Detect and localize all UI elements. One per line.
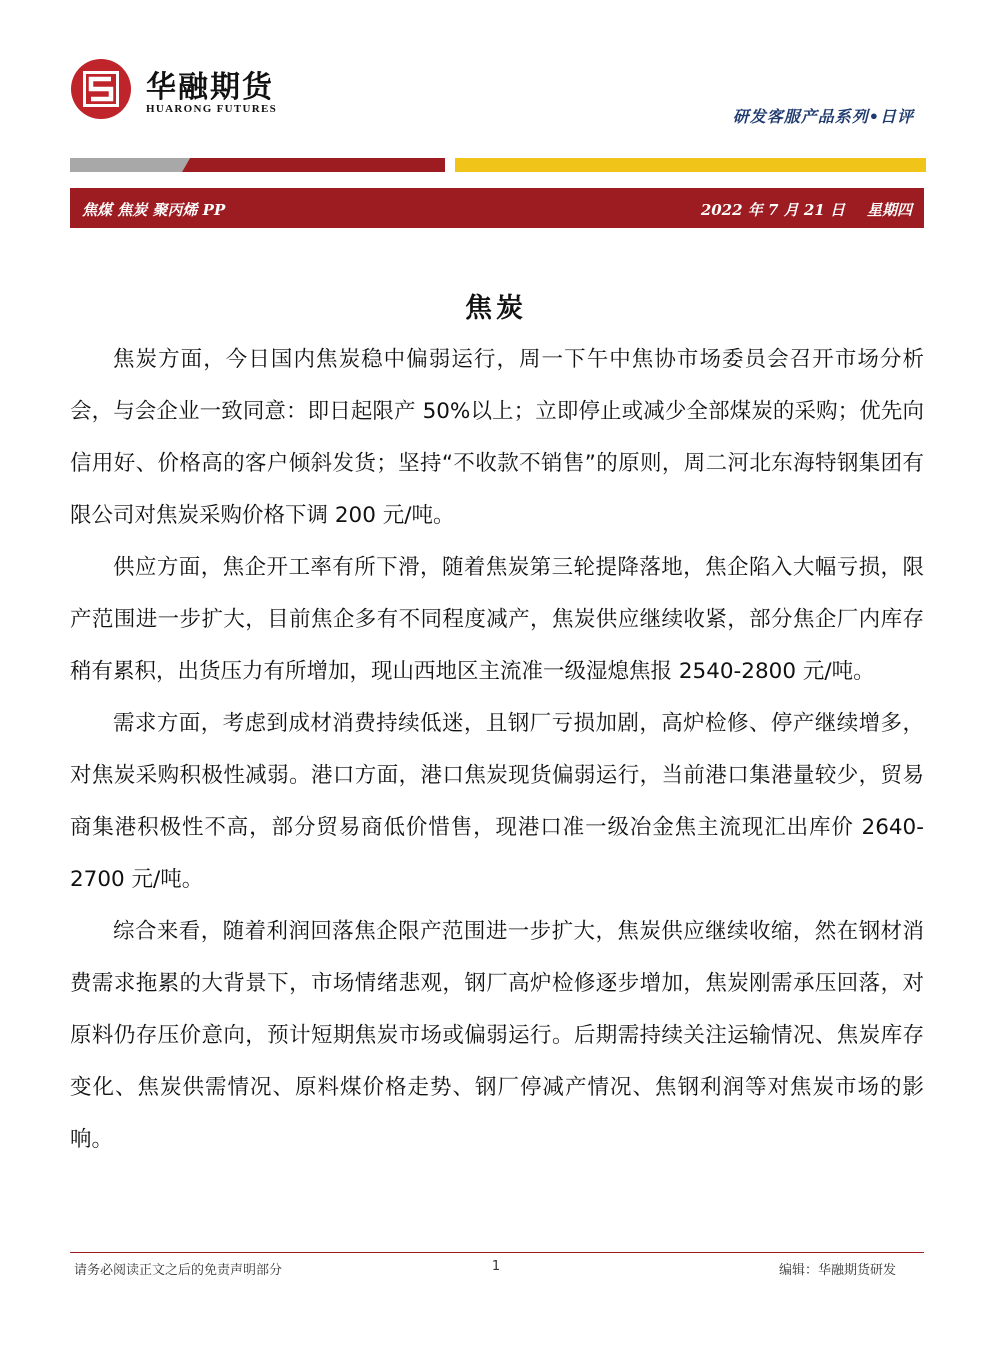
paragraph-summary: 综合来看，随着利润回落焦企限产范围进一步扩大，焦炭供应继续收缩，然在钢材消费需求拖累的大背景下，市场情绪悲观，钢厂高炉检修逐步增加，焦炭刚需承压回落，对原料仍存压价意向，预计短期焦炭市场或偏弱运行。后期需持续关注运输情况、焦炭库存变化、焦炭供需情况、原料煤价格走势、钢厂停减产情况、焦钢利润等对焦炭市场的影响。 [70,919,924,1152]
series-label: 研发客服产品系列•日评 [732,107,914,126]
paragraph-demand: 需求方面，考虑到成材消费持续低迷，且钢厂亏损加剧，高炉检修、停产继续增多，对焦炭采购积极性减弱。港口方面，港口焦炭现货偏弱运行，当前港口集港量较少，贸易商集港积极性不高，部分贸易商低价惜售，现港口准一级冶金焦主流现汇出库价 2640-2700 元/吨。 [70,711,924,892]
topic-date-bar [70,188,924,228]
report-date: 2022 年 7 月 21 日 [700,201,845,219]
report-weekday: 星期四 [866,201,912,219]
article-body [70,334,924,1166]
huarong-logo-icon [70,58,132,120]
date-block [701,199,912,220]
disclaimer-note: 请务必阅读正文之后的免责声明部分 [74,1263,283,1278]
footer-divider [70,1252,924,1253]
paragraph-supply: 供应方面，焦企开工率有所下滑，随着焦炭第三轮提降落地，焦企陷入大幅亏损，限产范围进一步扩大，目前焦企多有不同程度减产，焦炭供应继续收紧，部分焦企厂内库存稍有累积，出货压力有所增加，现山西地区主流准一级湿熄焦报 2540-2800 元/吨。 [70,555,924,684]
page-number: 1 [491,1259,501,1274]
paragraph-overview: 焦炭方面，今日国内焦炭稳中偏弱运行，周一下午中焦协市场委员会召开市场分析会，与会企业一致同意：即日起限产 50%以上；立即停止或减少全部煤炭的采购；优先向信用好、价格高的客户倾斜发货；坚持“不收款不销售”的原则，周二河北东海特钢集团有限公司对焦炭采购价格下调 200 元/吨。 [70,347,924,528]
article-title: 焦炭 [465,293,527,324]
report-header [0,0,992,240]
logo-chinese-name: 华融期货 [146,70,274,105]
header-stripes [70,158,926,172]
editor-credit: 编辑：华融期货研发 [778,1263,896,1278]
topics-label: 焦煤 焦炭 聚丙烯 PP [82,201,226,219]
logo-english-name: HUARONG FUTURES [146,103,278,115]
